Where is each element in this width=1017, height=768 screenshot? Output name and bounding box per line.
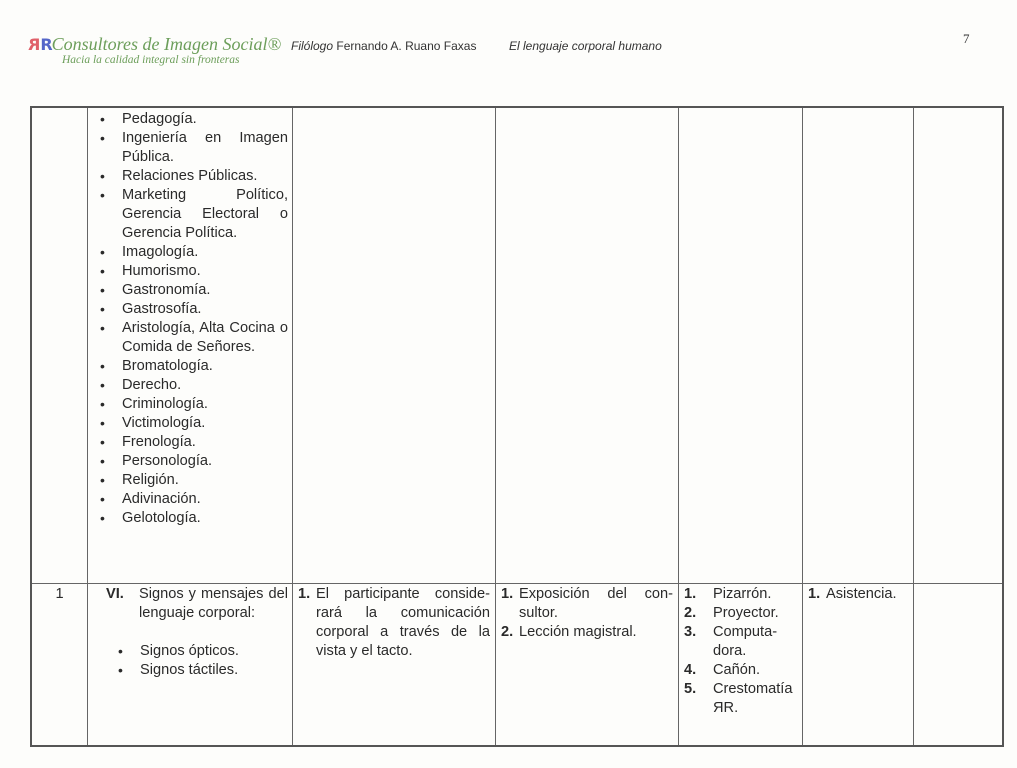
column-divider	[495, 108, 496, 745]
topic-item: • Imagología.	[94, 243, 288, 262]
unit-cell	[106, 585, 288, 680]
resource-item	[684, 680, 798, 718]
company-logo	[29, 34, 281, 55]
author-title: Filólogo	[291, 39, 334, 53]
objectives-cell	[298, 585, 490, 661]
column-divider	[802, 108, 803, 745]
methods-cell	[501, 585, 673, 642]
author	[291, 39, 476, 53]
column-divider	[913, 108, 914, 745]
topic-item: • Victimología.	[94, 414, 288, 433]
item-text: Asistencia.	[826, 586, 897, 602]
topics-cell	[94, 110, 288, 528]
column-divider	[87, 108, 88, 745]
item-number: 1.	[501, 586, 514, 602]
unit-number: VI.	[106, 586, 124, 602]
topic-item: • Gelotología.	[94, 509, 288, 528]
column-divider	[678, 108, 679, 745]
resources-list	[684, 585, 798, 718]
unit-item: • Signos ópticos.	[112, 642, 288, 661]
method-item	[501, 623, 673, 642]
resources-cell	[684, 585, 798, 718]
topic-item: • Pedagogía.	[94, 110, 288, 129]
logo-name: Consultores de Imagen Social®	[51, 34, 282, 54]
hours-cell	[32, 585, 87, 604]
item-text: Proyector.	[713, 605, 779, 621]
item-text: Cañón.	[713, 662, 761, 678]
resource-item	[684, 585, 798, 604]
logo-mark: RR	[29, 35, 52, 54]
topic-item: • Aristología, Alta Cocina o Comida de Señores.	[94, 319, 288, 357]
item-text: Exposición del con-sultor.	[519, 586, 673, 621]
logo-tagline: Hacia la calidad integral sin fronteras	[62, 54, 240, 66]
item-text: Lección magistral.	[519, 624, 637, 640]
hours-value: 1	[55, 586, 64, 602]
topic-item: • Frenología.	[94, 433, 288, 452]
evaluation-item	[808, 585, 910, 604]
method-item	[501, 585, 673, 623]
methods-list	[501, 585, 673, 642]
item-number: 4.	[684, 662, 697, 678]
objectives-list	[298, 585, 490, 661]
topic-item: • Adivinación.	[94, 490, 288, 509]
curriculum-table	[30, 106, 1004, 747]
topic-item: • Criminología.	[94, 395, 288, 414]
item-text: Computa-dora.	[713, 624, 778, 659]
topic-item: • Religión.	[94, 471, 288, 490]
topic-item: • Bromatología.	[94, 357, 288, 376]
item-number: 2.	[501, 624, 514, 640]
row-divider	[32, 583, 1002, 584]
item-text: El participante conside-rará la comunicación corporal a través de la vista y el tacto.	[316, 586, 490, 659]
unit-title: Signos y mensajes del lenguaje corporal:	[139, 586, 288, 621]
unit-item: • Signos táctiles.	[112, 661, 288, 680]
resource-item	[684, 623, 798, 661]
author-name: Fernando A. Ruano Faxas	[336, 39, 477, 53]
item-number: 3.	[684, 624, 697, 640]
topic-item: • Personología.	[94, 452, 288, 471]
item-number: 5.	[684, 681, 697, 697]
topic-item: • Derecho.	[94, 376, 288, 395]
item-number: 1.	[684, 586, 697, 602]
topics-list	[94, 110, 288, 528]
item-number: 2.	[684, 605, 697, 621]
column-divider	[292, 108, 293, 745]
item-number: 1.	[298, 586, 311, 602]
topic-item: • Marketing Político, Gerencia Electoral o Gerencia Política.	[94, 186, 288, 243]
unit-items-list	[112, 642, 288, 680]
item-number: 1.	[808, 586, 821, 602]
topic-item: • Relaciones Públicas.	[94, 167, 288, 186]
resource-item	[684, 661, 798, 680]
item-text: Pizarrón.	[713, 586, 772, 602]
evaluation-list	[808, 585, 910, 604]
topic-item: • Gastrosofía.	[94, 300, 288, 319]
page-number: 7	[963, 31, 970, 46]
topic-item: • Ingeniería en Imagen Pública.	[94, 129, 288, 167]
document-title: El lenguaje corporal humano	[509, 39, 662, 53]
topic-item: • Humorismo.	[94, 262, 288, 281]
objective-item	[298, 585, 490, 661]
item-text: Crestomatía ЯR.	[713, 681, 793, 716]
resource-item	[684, 604, 798, 623]
evaluation-cell	[808, 585, 910, 604]
topic-item: • Gastronomía.	[94, 281, 288, 300]
